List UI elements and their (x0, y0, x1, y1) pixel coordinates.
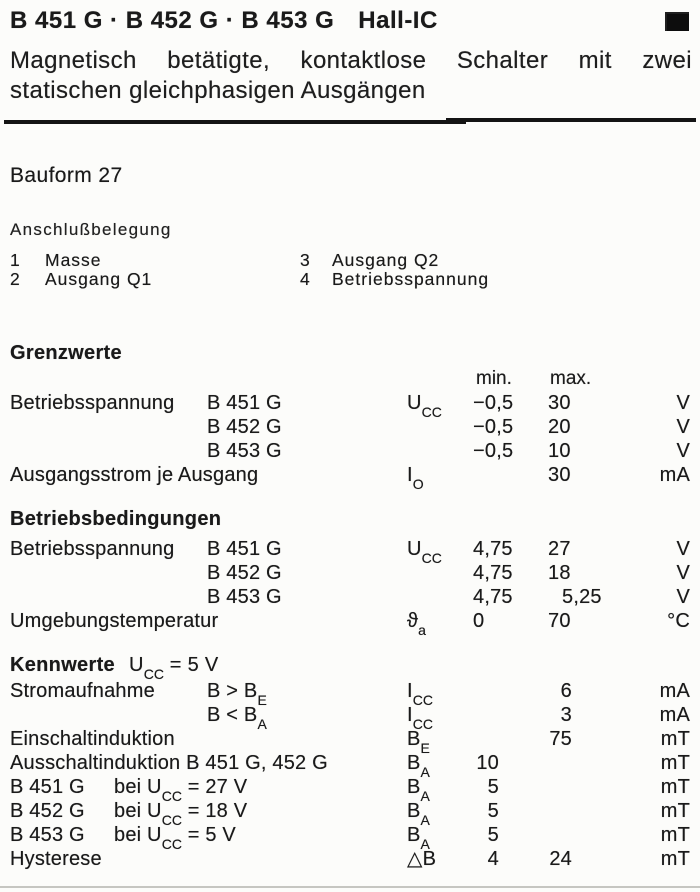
row-symbol: $U_{CC}$ (407, 538, 442, 566)
subtitle-line-2: statischen gleichphasigen Ausgängen (10, 77, 426, 104)
device-name: B 452 G (207, 562, 282, 584)
cell-unit: V (676, 586, 690, 608)
pin-label: Betriebsspannung (332, 269, 490, 289)
cell-unit: mT (660, 800, 690, 822)
row-label: Hysterese (10, 848, 102, 870)
row-symbol: $B_A$ (407, 800, 430, 828)
cell-min: −0,5 (473, 416, 514, 438)
table-row (10, 391, 692, 420)
row-label: B 452 G bei $U_{CC} = 18$ V (10, 800, 248, 828)
cell-max (548, 775, 598, 799)
cell-max: 6 (560, 680, 572, 702)
cell-max: 20 (548, 416, 571, 438)
row-symbol: $I_O$ (407, 464, 424, 492)
pin-number: 2 (10, 269, 21, 289)
row-label (10, 415, 407, 439)
row-label (10, 585, 407, 609)
row-label: B 451 G bei $U_{CC} = 27$ V (10, 776, 248, 804)
row-label (10, 703, 407, 732)
cell-max: 10 (548, 440, 571, 462)
page-title (10, 8, 692, 34)
cell-unit: V (676, 440, 690, 462)
cell-unit: mT (660, 848, 690, 870)
condition-expr: $B > B_E$ (207, 680, 267, 708)
table-row (10, 585, 692, 609)
cell-unit: mA (659, 680, 690, 702)
pin-list (10, 251, 692, 289)
row-label: Umgebungstemperatur (10, 610, 219, 632)
pin-label: Masse (45, 250, 102, 270)
row-label (10, 561, 407, 585)
cell-min (473, 679, 523, 703)
pin-section-title: Anschlußbelegung (10, 220, 172, 239)
table-row (10, 463, 692, 492)
pin-number: 3 (300, 250, 311, 270)
cell-min: 4,75 (473, 538, 513, 560)
title-models: B 451 G · B 452 G · B 453 G (10, 7, 335, 34)
table-row (10, 799, 692, 828)
cell-min: −0,5 (473, 440, 514, 462)
title-product: Hall-IC (358, 7, 438, 34)
condition-expr: bei $U_{CC} = 18$ V (114, 800, 248, 828)
cell-max: 24 (549, 848, 572, 870)
cell-unit: V (676, 538, 690, 560)
cell-max: 5,25 (562, 586, 602, 608)
table-row (10, 609, 692, 638)
cell-unit: mT (660, 776, 690, 798)
cell-max: 75 (549, 728, 572, 750)
betriebsbedingungen-table (10, 537, 692, 638)
cell-max: 30 (548, 392, 571, 414)
row-symbol: $U_{CC}$ (407, 392, 442, 420)
subtitle (10, 46, 692, 106)
subtitle-line-1: Magnetisch betätigte, kontaktlose Schalter mit zwei (10, 47, 692, 74)
test-condition: $U_{CC} = 5$ V (128, 654, 219, 682)
cell-unit: V (676, 562, 690, 584)
cell-min (473, 463, 523, 487)
table-row (10, 439, 692, 463)
table-row (10, 823, 692, 852)
table-row (10, 537, 692, 566)
table-row (10, 775, 692, 804)
row-symbol: $B_A$ (407, 776, 430, 804)
cell-unit: °C (667, 610, 690, 632)
cell-min: 4,75 (473, 562, 513, 584)
cell-max: 70 (548, 610, 571, 632)
cell-min: 5 (487, 800, 499, 822)
table-row (10, 847, 692, 871)
cell-max (548, 823, 598, 847)
bottom-divider (0, 886, 700, 888)
table-row (10, 561, 692, 585)
grenzwerte-table (10, 391, 692, 492)
device-name: B 451 G (207, 538, 282, 560)
device-name: B 453 G (207, 440, 282, 462)
cell-unit: V (676, 392, 690, 414)
cell-max (548, 751, 598, 775)
cell-min: −0,5 (473, 392, 514, 414)
device-name: B 452 G (207, 416, 282, 438)
cell-min (473, 703, 523, 727)
cell-min: 10 (476, 752, 499, 774)
col-header-min: min. (476, 368, 512, 389)
section-title-kennwerte: Kennwerte $U_{CC} = 5$ V (10, 654, 219, 682)
row-label: Ausgangsstrom je Ausgang (10, 464, 259, 486)
cell-max: 27 (548, 538, 571, 560)
cell-max: 30 (548, 464, 571, 486)
cell-max: 18 (548, 562, 571, 584)
row-symbol (407, 585, 473, 609)
row-label: Einschaltinduktion (10, 728, 175, 750)
table-header (10, 367, 692, 391)
pin-label: Ausgang Q2 (332, 250, 440, 270)
cell-unit: mA (659, 464, 690, 486)
cell-min (473, 727, 523, 751)
condition-expr: bei $U_{CC} = 27$ V (114, 776, 248, 804)
cell-unit: mT (660, 752, 690, 774)
row-label (10, 439, 407, 463)
row-symbol: $B_E$ (407, 728, 430, 756)
row-label: Betriebsspannung B 451 G (10, 392, 282, 414)
cell-unit: mT (660, 824, 690, 846)
corner-mark-icon (665, 12, 689, 31)
cell-min: 4 (487, 848, 499, 870)
kennwerte-table (10, 679, 692, 871)
condition-expr: $B < B_A$ (207, 704, 267, 732)
section-title-grenzwerte: Grenzwerte (10, 342, 122, 364)
header-divider (10, 118, 692, 125)
device-name: B 453 G (207, 586, 282, 608)
row-label: Stromaufnahme $B > B_E$ (10, 680, 267, 708)
table-row (10, 727, 692, 756)
cell-unit: V (676, 416, 690, 438)
row-label: Betriebsspannung B 451 G (10, 538, 282, 560)
row-symbol: $I_{CC}$ (407, 704, 433, 732)
table-row (10, 703, 692, 732)
row-label: Ausschaltinduktion B 451 G, 452 G (10, 752, 328, 774)
table-row (10, 679, 692, 708)
bauform-label: Bauform 27 (10, 164, 123, 187)
row-label: B 453 G bei $U_{CC} = 5$ V (10, 824, 236, 852)
table-row (10, 751, 692, 780)
cell-min: 4,75 (473, 586, 513, 608)
cell-min: 0 (473, 610, 485, 632)
table-row (10, 415, 692, 439)
device-name: B 451 G (207, 392, 282, 414)
pin-number: 1 (10, 250, 21, 270)
row-symbol (407, 439, 473, 463)
section-title-betriebsbedingungen: Betriebsbedingungen (10, 508, 222, 530)
cell-min: 5 (487, 824, 499, 846)
cell-max (548, 799, 598, 823)
cell-unit: mT (660, 728, 690, 750)
pin-label: Ausgang Q1 (45, 269, 153, 289)
row-symbol: $ϑ_a$ (407, 610, 426, 638)
condition-expr: bei $U_{CC} = 5$ V (114, 824, 236, 852)
row-symbol: △B (407, 848, 437, 870)
row-symbol: $I_{CC}$ (407, 680, 433, 708)
cell-unit: mA (659, 704, 690, 726)
col-header-max: max. (550, 368, 592, 389)
cell-min: 5 (487, 776, 499, 798)
cell-max: 3 (560, 704, 572, 726)
pin-number: 4 (300, 269, 311, 289)
row-symbol: $B_A$ (407, 824, 430, 852)
row-symbol: $B_A$ (407, 752, 430, 780)
